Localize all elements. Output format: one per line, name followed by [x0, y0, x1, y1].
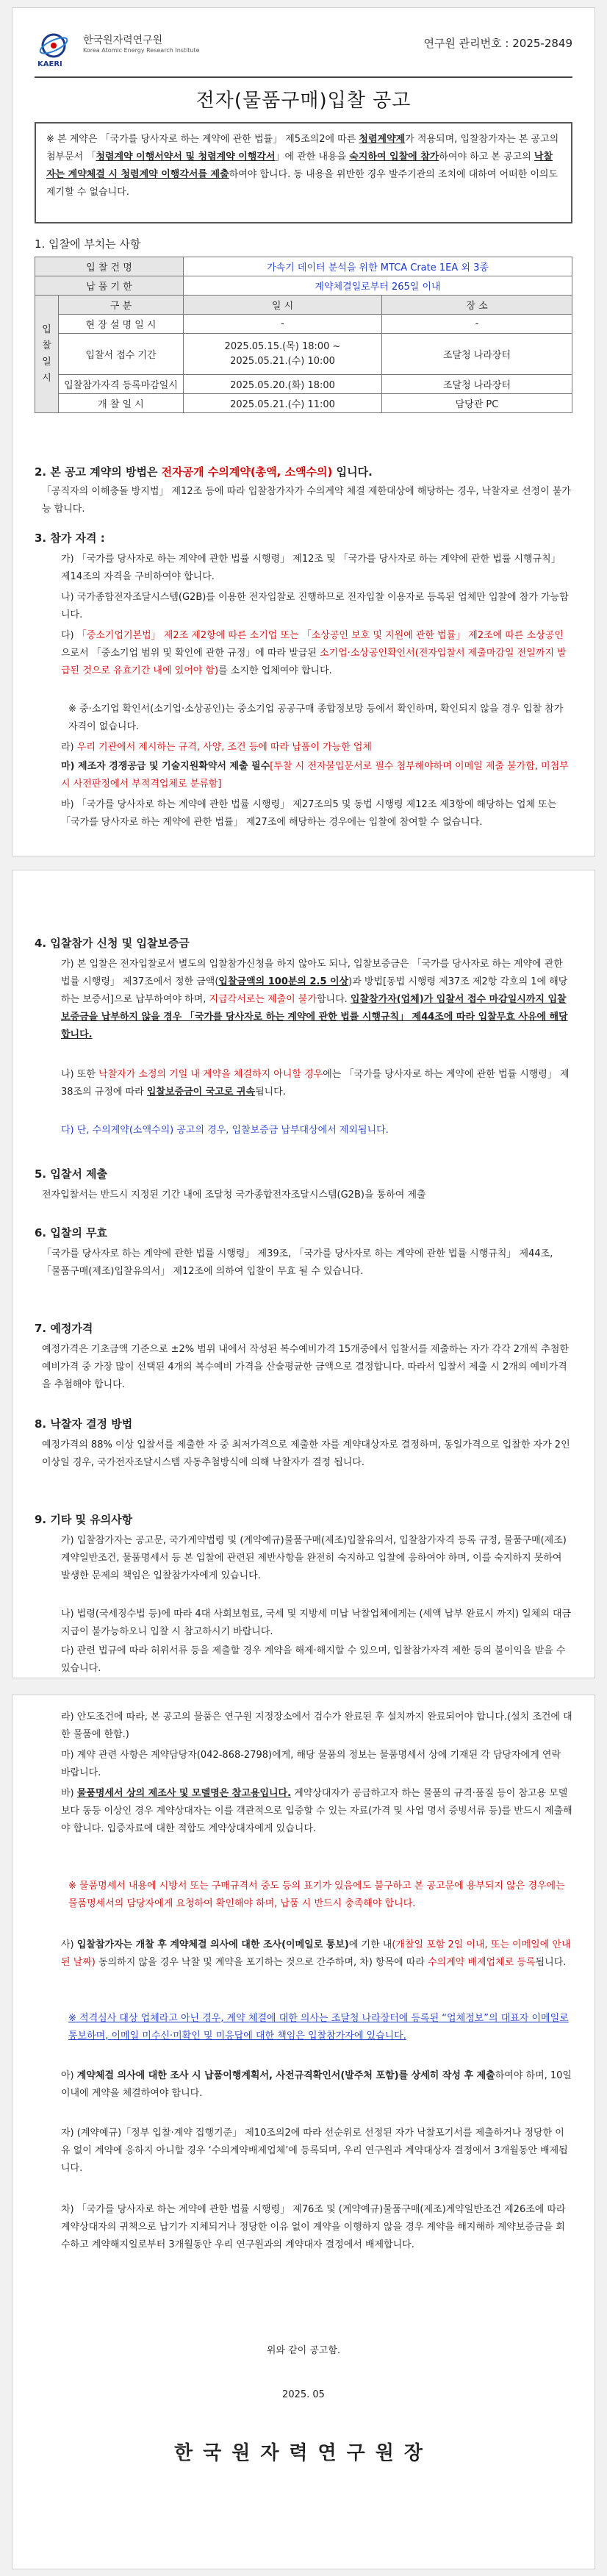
- s9-item-a: [42, 2067, 572, 2103]
- table-row: [35, 315, 572, 334]
- s4-ga-6: 입찰참가자(업체)가 입찰서 접수 마감일시까지 입찰보증금을 납부하지 않을 경우 「국가를 당사자로 하는 계약에 관한 법률 시행규칙」 제44조에 따라 입찰무효 사유에 해당합니다.: [61, 994, 568, 1040]
- notice-t9: 하여야 합니다. 동 내용을 위반한 경우 발주기관의 조치에 대하여 어떠한 이의도 제기할 수 없습니다.: [46, 169, 558, 198]
- management-number: [423, 35, 572, 51]
- s3-da-3: 으로서 「중소기업 범위 및 확인에 관한 규정」에 따라 발급된: [61, 648, 320, 659]
- management-number-label: 연구원 관리번호 :: [423, 37, 513, 50]
- org-name-ko: 한국원자력연구원: [83, 35, 163, 46]
- s4-item-na: [42, 1066, 572, 1101]
- bid-info-table-wrap: [35, 257, 572, 413]
- s4-ga-1: 가) 본 입찰은 전자입찰로서 별도의 입찰참가신청을 하지 않아도 되나, 입찰보증금은 「국가를 당사자로 하는 계약에 관한 법률 시행령」 제37조에서 정한 금액(: [61, 959, 563, 987]
- s2-h3: 입니다.: [332, 465, 373, 479]
- notice-t5: 」에 관한 내용을: [275, 151, 350, 162]
- s9-ba-3: 계약상대자가 공급하고자 하는 물품의 규격·품질 등이 참고용 모델보다 동등 이상인 경우 계약상대자는 이를 객관적으로 입증할 수 있는 자료(가격 및 사업 명서 증빙서류 등)를 반드시 제출해야 합니다. 입증자료에 대한 적합도 계약상대자에게 있습니다.: [61, 1788, 572, 1834]
- row-label-deadline: 납 품 기 한: [35, 276, 184, 296]
- bid-info-table: [35, 257, 572, 413]
- s4-ga-2: 입찰금액의 100분의 2.5 이상: [218, 976, 349, 987]
- row-label-bid-name: 입 찰 건 명: [35, 257, 184, 276]
- s9-item-da: 다) 관련 법규에 따라 허위서류 등을 제출할 경우 계약을 해제·해지할 수 있으며, 입찰참가자격 제한 등의 불이익을 받을 수 있습니다.: [61, 1645, 566, 1674]
- s3-da-5: 를 소지한 업체여야 합니다.: [218, 665, 332, 676]
- sched-row2-datetime: [184, 334, 382, 375]
- col-header-place: 장 소: [382, 296, 572, 315]
- table-row: [35, 296, 572, 315]
- section-9-heading: 9. 기타 및 유의사항: [35, 1513, 133, 1526]
- s9-sa-5: 동의하지 않을 경우 낙찰 및 계약을 포기하는 것으로 간주하며, 차) 항목에 따라: [95, 1957, 428, 1968]
- s3-item-ba: 바) 「국가를 당사자로 하는 계약에 관한 법률 시행령」 제27조의5 및 동법 시행령 제12조 제3항에 해당하는 업체 또는 「국가를 당사자로 하는 계약에 관한 법률」 제27조에 해당하는 경우에는 입찰에 참여할 수 없습니다.: [61, 799, 557, 828]
- sched-row3-type: 입찰참가자격 등록마감일시: [59, 375, 184, 394]
- notice-t4: 청렴계약 이행서약서 및 청렴계약 이행각서: [96, 151, 276, 162]
- s4-na-2: 낙찰자가 소정의 기일 내 계약을 체결하지 아니할 경우: [98, 1069, 323, 1080]
- section-3-heading: 3. 참가 자격 :: [35, 532, 105, 545]
- col-header-datetime: 일 시: [184, 296, 382, 315]
- s9-ba-2: 물품명세서 상의 제조사 및 모델명은 참고용입니다.: [76, 1788, 292, 1799]
- schedule-side-label: 입 찰 일 시: [35, 296, 59, 413]
- table-row: [35, 375, 572, 394]
- s9-item-ga: 가) 입찰참가자는 공고문, 국가계약법령 및 (계약예규)물품구매(제조)입찰유의서, 입찰참가자격 등록 규정, 물품구매(제조)계약일반조건, 물품명세서 등 본 입찰에 관련된 제반사항을 완전히 숙지하고 입찰에 응하여야 하며, 이를 숙지하지 못하여 발생한 문제의 책임은 입찰참가자에게 있습니다.: [61, 1535, 567, 1581]
- s4-item-da: 다) 단, 수의계약(소액수의) 공고의 경우, 입찰보증금 납부대상에서 제외됩니다.: [61, 1125, 389, 1136]
- s4-na-4: 입찰보증금이 국고로 귀속: [146, 1087, 256, 1098]
- s9-item-ra: 라) 안도조건에 따라, 본 공고의 물품은 연구원 지정장소에서 검수가 완료된 후 설치까지 완료되어야 합니다.(설치 조건에 대한 물품에 한함.): [61, 1711, 572, 1740]
- notice-t6: 숙지하여 입찰에 참가: [349, 151, 439, 162]
- s3-item-da: [42, 627, 572, 680]
- s4-ga-3: )과 방법[동법 시행령 제37조 제2항 각호의 1에 해당하는 보증서]으로 납부하여야 하며,: [61, 976, 568, 1005]
- s4-na-3: 에는 「국가를 당사자로 하는 계약에 관한 법률 시행령」 제38조의 규정에 따라: [61, 1069, 570, 1098]
- s9-sa-1: 사): [61, 1939, 77, 1950]
- s3-item-ma: [42, 758, 572, 793]
- s3-item-ra: [42, 739, 572, 756]
- s3-ra-2: 우리 기관에서 제시하는 규격, 사양, 조건 등에 따라 납품이 가능한 업체: [76, 742, 372, 753]
- integrity-notice-box: [35, 122, 572, 223]
- s9-item-sa: [42, 1936, 572, 1972]
- s3-ma-2: [투찰 시 전자불입문서로 필수 첨부해야하며 이메일 제출 불가함, 미첨부 시 사전판정에서 부적격업체로 분류함]: [61, 761, 569, 790]
- document-page-3: [12, 1695, 595, 2569]
- s9-sa-note: ※ 적격심사 대상 업체라고 아닌 경우, 계약 체결에 대한 의사는 조달청 나라장터에 등록된 “업체정보”의 대표자 이메일로 통보하며, 이메일 미수신·미확인 및 미응답에 대한 책임은 입찰참가자에 있습니다.: [68, 2013, 569, 2042]
- s9-item-ba: [42, 1785, 572, 1838]
- section-6-body: 「국가를 당사자로 하는 계약에 관한 법률 시행령」 제39조, 「국가를 당사자로 하는 계약에 관한 법률 시행규칙」 제44조, 「물품구매(제조)입찰유의서」 제12조에 의하여 입찰이 무효 될 수 있습니다.: [42, 1248, 553, 1277]
- s9-item-ma: 마) 계약 관련 사항은 계약담당자(042-868-2798)에게, 해당 물품의 정보는 물품명세서 상에 기재된 각 담당자에게 연락 바랍니다.: [61, 1750, 561, 1778]
- s4-ga-4: 지급각서로는 제출이 불가: [209, 994, 317, 1005]
- logo-text: KAERI: [37, 60, 62, 68]
- section-7-heading: 7. 예정가격: [35, 1322, 93, 1335]
- s4-na-1: 나) 또한: [61, 1069, 99, 1080]
- s2-h1: 2. 본 공고 계약의 방법은: [35, 465, 162, 479]
- s9-sa-6: 수의계약 배제업체로 등록: [428, 1957, 536, 1968]
- sched-row3-datetime: 2025.05.20.(화) 18:00: [184, 375, 382, 394]
- s9-item-cha: 차) 「국가를 당사자로 하는 계약에 관한 법률 시행령」 제76조 및 (계약예규)물품구매(제조)계약일반조건 제26조에 따라 계약상대자의 귀책으로 납기가 지체되거나 정당한 이유 없이 계약을 이행하지 않을 경우 계약을 해지해하 계약보증금을 회수하고 계약해지일로부터 3개월동안 우리 연구원과의 계약대자 결정에서 배제합니다.: [61, 2204, 566, 2250]
- s3-da-note: ※ 중·소기업 확인서(소기업·소상공인)는 중소기업 공공구매 종합정보망 등에서 확인하며, 확인되지 않을 경우 입찰 참가 자격이 없습니다.: [68, 704, 564, 732]
- sched-row4-datetime: 2025.05.21.(수) 11:00: [184, 394, 382, 413]
- s3-ma-1: 마) 제조자 경쟁공급 및 기술지원확약서 제출 필수: [61, 761, 270, 772]
- s9-a-3: 하여야 하며, 10일 이내에 계약을 체결하여야 합니다.: [61, 2070, 572, 2099]
- sched-row2-start: 2025.05.15.(목) 18:00 ~: [224, 340, 341, 352]
- s9-sa-7: 됩니다.: [535, 1957, 567, 1968]
- section-2-body: 「공직자의 이해충돌 방지법」 제12조 등에 따라 입찰참가자가 수의계약 체결 제한대상에 해당하는 경우, 낙찰자로 선정이 불가능 합니다.: [42, 486, 571, 515]
- s3-ba-continued: [61, 881, 572, 919]
- notice-t3: 가 적용되며, 입찰참가자는 본 공고의 첨부문서 「: [46, 134, 559, 162]
- page-title: 전자(물품구매)입찰 공고: [195, 90, 412, 112]
- sched-row4-place: 담당관 PC: [382, 394, 572, 413]
- section-5-body: 전자입찰서는 반드시 지정된 기간 내에 조달청 국가종합전자조달시스템(G2B)을 통하여 제출: [42, 1189, 426, 1201]
- notice-t8: 낙찰자는 계약체결 시 청렴계약 이행각서를 제출: [46, 151, 553, 180]
- section-6-heading: 6. 입찰의 무효: [35, 1226, 108, 1239]
- closing-line: 위와 같이 공고함.: [266, 2345, 341, 2356]
- section-4-heading: 4. 입찰참가 신청 및 입찰보증금: [35, 937, 190, 950]
- sched-row3-place: 조달청 나라장터: [382, 375, 572, 394]
- s9-sa-2: 입찰참가자는 개찰 후 계약체결 의사에 대한 조사(이메일로 통보): [76, 1939, 349, 1950]
- bid-name-value[interactable]: 가속기 데이터 분석을 위한 MTCA Crate 1EA 외 3종: [184, 257, 572, 276]
- s9-ba-1: 바): [61, 1788, 77, 1799]
- s3-item-na: 나) 국가종합전자조달시스템(G2B)를 이용한 전자입찰로 진행하므로 전자입찰 이용자로 등록된 업체만 입찰에 참가 가능합니다.: [61, 592, 569, 620]
- institute-head-signature: 한국원자력연구원장: [173, 2442, 434, 2464]
- document-header: [35, 26, 572, 78]
- section-8-heading: 8. 낙찰자 결정 방법: [35, 1417, 133, 1431]
- org-name-en: Korea Atomic Energy Research Institute: [83, 47, 200, 54]
- table-row: [35, 276, 572, 296]
- s9-item-na: 나) 법령(국세징수법 등)에 따라 4대 사회보험료, 국세 및 지방세 미납 낙찰업체에게는 (세액 납부 완료시 까지) 일체의 대금지급이 불가능하오니 입찰 시 참고하시기 바랍니다.: [61, 1609, 572, 1637]
- section-1-heading: 1. 입찰에 부치는 사항: [35, 237, 141, 251]
- section-5-heading: 5. 입찰서 제출: [35, 1167, 108, 1181]
- s9-a-1: 아): [61, 2070, 77, 2081]
- col-header-type: 구 분: [59, 296, 184, 315]
- s9-sa-4: (개찰일 포함 2일 이내, 또는 이메일에 안내된 날짜): [61, 1939, 571, 1968]
- sched-row4-type: 개 찰 일 시: [59, 394, 184, 413]
- sched-row1-datetime: -: [184, 315, 382, 334]
- notice-t2: 청렴계약제: [359, 134, 406, 145]
- s3-ra-1: 라): [61, 742, 77, 753]
- section-7-body: 예정가격은 기초금액 기준으로 ±2% 범위 내에서 작성된 복수예비가격 15개중에서 입찰서를 제출하는 자가 각각 2개씩 추첨한 예비가격 중 가장 많이 선택된 4개의 복수예비 가격을 산술평균한 금액으로 결정합니다. 따라서 입찰서 제출 시 2개의 예비가격을 추첨해야 합니다.: [42, 1344, 569, 1390]
- sched-row2-place: 조달청 나라장터: [382, 334, 572, 375]
- s2-contract-method: 전자공개 수의계약(총액, 소액수의): [161, 465, 333, 479]
- sched-row1-place: -: [382, 315, 572, 334]
- sched-row1-type: 현 장 설 명 일 시: [59, 315, 184, 334]
- kaeri-logo-icon: [35, 31, 79, 68]
- sched-row2-type: 입찰서 접수 기간: [59, 334, 184, 375]
- s3-item-ga: 가) 「국가를 당사자로 하는 계약에 관한 법률 시행령」 제12조 및 「국가를 당사자로 하는 계약에 관한 법률 시행규칙」 제14조의 자격을 구비하여야 합니다.: [61, 554, 561, 582]
- s9-sa-3: 에 기한 내: [348, 1939, 392, 1950]
- notice-t7: 하여야 하고 본 공고의: [439, 151, 534, 162]
- section-2-heading: [35, 464, 572, 480]
- document-page-1: [12, 7, 595, 856]
- delivery-deadline-value: 계약체결일로부터 265일 이내: [184, 276, 572, 296]
- s3-da-4: 소기업·소상공인확인서(전자입찰서 제출마감일 전일까지 발급된 것으로 유효기간 내에 있어야 함): [61, 648, 567, 676]
- document-page-2: [12, 870, 595, 1678]
- s9-a-2: 계약체결 의사에 대한 조사 시 납품이행계획서, 사전규격확인서(발주처 포함)를 상세히 작성 후 제출: [76, 2070, 495, 2081]
- management-number-value: 2025-2849: [512, 37, 572, 50]
- s4-item-ga: [42, 956, 572, 1044]
- s9-ba-note: ※ 물품명세서 내용에 시방서 또는 구매규격서 중도 등의 표기가 있음에도 불구하고 본 공고문에 용부되지 않은 경우에는 물품명세서의 담당자에게 요청하여 확인해야 하며, 납품 시 반드시 충족해야 합니다.: [68, 1881, 565, 1909]
- notice-t1: ※ 본 계약은 「국가를 당사자로 하는 계약에 관한 법률」 제5조의2에 따른: [46, 134, 359, 145]
- table-row: [35, 334, 572, 375]
- announcement-date: 2025. 05: [282, 2389, 325, 2400]
- s3-da-2: 「중소기업기본법」 제2조 제2항에 따른 소기업 또는 「소상공인 보호 및 지원에 관한 법률」 제2조에 따른 소상공인: [76, 630, 564, 641]
- s4-ga-5: 합니다.: [316, 994, 351, 1005]
- s4-na-5: 됩니다.: [255, 1087, 286, 1098]
- sched-row2-end: 2025.05.21.(수) 10:00: [230, 355, 335, 367]
- s3-da-1: 다): [61, 630, 77, 641]
- table-row: [35, 257, 572, 276]
- table-row: [35, 394, 572, 413]
- s9-item-ja: 자) (계약예규)「정부 입찰·계약 집행기준」 제10조의2에 따라 선순위로 선정된 자가 낙찰포기서를 제출하거나 정당한 이유 없이 계약에 응하지 아니할 경우 ‘수의계약배제업체’에 등록되며, 우리 연구원과 계약대상자 결정에서 3개월동안 배제됩니다.: [61, 2128, 568, 2174]
- section-8-body: 예정가격의 88% 이상 입찰서를 제출한 자 중 최저가격으로 제출한 자를 계약대상자로 결정하며, 동일가격으로 입찰한 자가 2인 이상일 경우, 국가전자조달시스템 자동추첨방식에 의해 낙찰자가 결정 됩니다.: [42, 1439, 570, 1468]
